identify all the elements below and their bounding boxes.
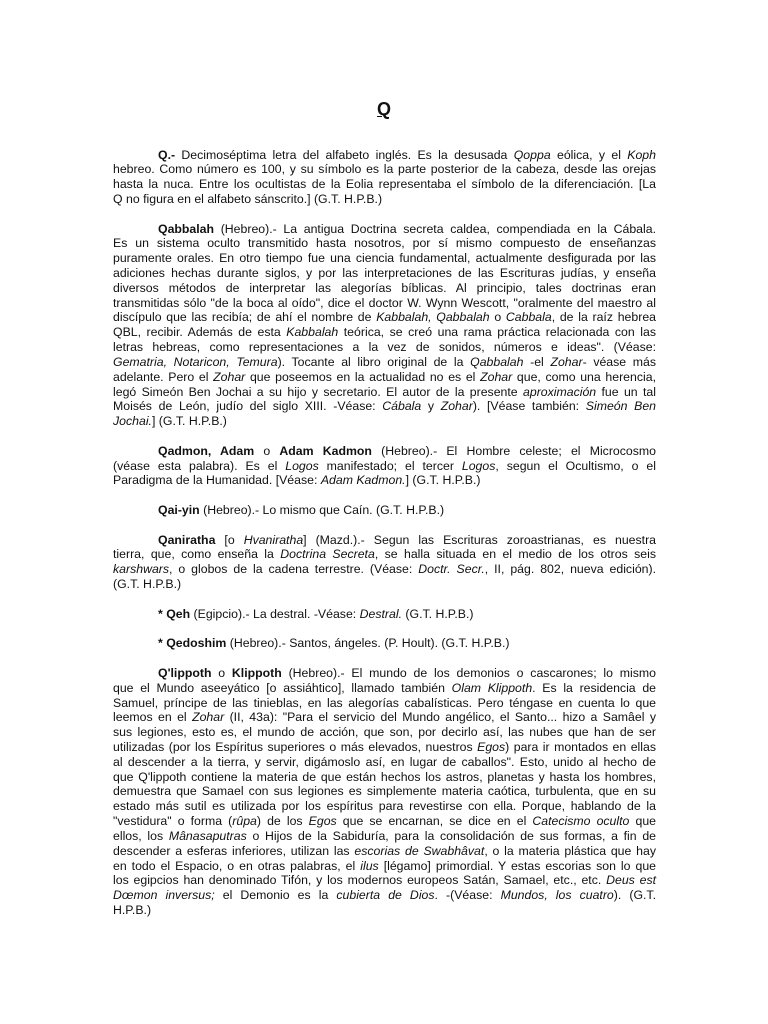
entry-term: * Qedoshim — [158, 636, 227, 651]
dictionary-entry — [113, 222, 656, 429]
text-line — [113, 414, 656, 429]
entry-term: Q'lippoth — [158, 665, 212, 680]
text-run: teórica, se creó una rama práctica relacionada con las — [338, 325, 656, 340]
text-run: demuestra que Samael con sus legiones es simplemente materia caótica, turbulenta, que en su — [113, 784, 656, 799]
text-line — [113, 459, 656, 474]
text-line — [113, 740, 656, 755]
text-run: QBL, recibir. Además de esta — [113, 325, 287, 340]
dictionary-entry — [113, 148, 656, 207]
italic-text: Logos — [461, 458, 496, 473]
text-run: ellos, los — [113, 828, 169, 843]
italic-text: Gematria, Notaricon, Temura — [113, 354, 278, 369]
italic-text: Dœmon inversus; — [113, 888, 215, 903]
text-run: (Hebreo).- Lo mismo que Caín. (G.T. H.P.B.) — [199, 503, 445, 517]
text-line — [113, 755, 656, 770]
text-run: -el — [523, 354, 551, 369]
text-run: Samuel, príncipe de las tinieblas, en las alegorías cabalísticas. Pero téngase en cuenta lo que — [113, 695, 656, 710]
text-run: eólica, y el — [550, 147, 628, 162]
text-run: (II, 43a): "Para el servicio del Mundo angélico, el Santo... hizo a Samâel y — [224, 710, 656, 725]
text-line — [113, 310, 656, 325]
text-run: manifestado; el tercer — [318, 458, 462, 473]
text-run: ). Tocante al libro original de la — [277, 354, 471, 369]
text-run: (G.T. H.P.B.) — [402, 606, 474, 621]
dictionary-entry — [113, 636, 656, 651]
italic-text: cubierta de Dios — [336, 888, 435, 903]
text-run: que Q'lippoth contiene la materia de que están hechos los astros, planetas y hasta los hombres, — [113, 769, 656, 784]
text-run: leemos en el — [113, 710, 193, 725]
text-run: , II, pág. 802, nueva edición). — [484, 562, 657, 577]
text-line — [113, 888, 656, 903]
entry-term: Q.- — [158, 147, 176, 162]
text-run: Moisés de León, judío del siglo XIII. -Véase: — [113, 399, 383, 414]
text-line — [113, 607, 656, 622]
text-line — [113, 859, 656, 874]
text-run: (Hebreo).- Santos, ángeles. (P. Hoult). (G.T. H.P.B.) — [226, 636, 510, 651]
entry-term: Klippoth — [231, 665, 282, 680]
text-run: descender a esferas inferiores, utilizan las — [113, 843, 355, 858]
italic-text: Egos — [308, 814, 337, 829]
text-line — [113, 681, 656, 696]
text-run: el Demonio es la — [214, 888, 337, 903]
italic-text: Hvaniratha — [243, 532, 304, 547]
italic-text: Doctr. Secr. — [418, 562, 485, 577]
text-line — [113, 162, 656, 177]
text-run: "vestidura" o forma ( — [113, 814, 233, 829]
italic-text: Zohar — [213, 369, 246, 384]
text-line — [113, 770, 656, 785]
italic-text: Zohar — [440, 399, 473, 414]
text-line — [113, 562, 656, 577]
text-line — [113, 355, 656, 370]
text-run: hebreo. Como número es 100, y su símbolo es la parte posterior de la cabeza, desde las orejas — [113, 162, 656, 177]
text-run: sus legiones, esto es, el mundo de acción, que son, por decirlo así, las nubes que han de ser — [113, 725, 656, 740]
italic-text: Zohar — [550, 354, 583, 369]
italic-text: Cabbala — [505, 310, 552, 325]
text-line — [113, 192, 656, 207]
italic-text: Adam Kadmon. — [320, 473, 406, 488]
text-run: o — [211, 665, 232, 680]
text-run: transmitidas sólo "de la boca al oído", dice el doctor W. Wynn Wescott, "oralmente del maestro al — [113, 295, 656, 310]
dictionary-entry — [113, 503, 656, 518]
italic-text: Olam Klippoth — [451, 680, 533, 695]
italic-text: ilus — [360, 858, 379, 873]
entry-term: Qaniratha — [158, 532, 216, 547]
text-run: ) de los — [256, 814, 309, 829]
italic-text: Jochai. — [113, 414, 152, 429]
entry-term: Adam Kadmon — [279, 443, 372, 458]
text-line — [113, 370, 656, 385]
text-run: letras hebreas, como representaciones a la vez de sonidos, números e ideas". (Véase: — [113, 340, 656, 355]
dictionary-entry — [113, 666, 656, 918]
italic-text: karshwars — [113, 562, 170, 577]
italic-text: Qabbalah — [470, 354, 524, 369]
text-line — [113, 547, 656, 562]
text-run: ). (G.T. — [613, 888, 657, 903]
text-line — [113, 799, 656, 814]
text-line — [113, 340, 656, 355]
italic-text: Destral. — [359, 606, 402, 621]
italic-text: Mundos, los cuatro — [500, 888, 614, 903]
text-line — [113, 577, 656, 592]
italic-text: aproximación — [523, 384, 597, 399]
text-line — [113, 636, 656, 651]
text-run: ) para ir montados en ellas — [505, 740, 656, 754]
text-line — [113, 666, 656, 681]
italic-text: Doctrina Secreta — [280, 547, 375, 562]
text-run: fue un tal — [596, 384, 656, 399]
text-run: discípulo que las recibía; de ahí el nombre de — [113, 310, 377, 325]
entry-term: Qadmon, Adam — [158, 443, 255, 458]
text-line — [113, 725, 656, 740]
text-line — [113, 385, 656, 400]
text-line — [113, 829, 656, 844]
italic-text: Koph — [627, 147, 656, 162]
text-run: legó Simeón Ben Jochai a su hijo y secretario. El autor de la presente — [113, 384, 524, 399]
text-line — [113, 296, 656, 311]
text-run: que, como una herencia, — [512, 369, 656, 384]
text-line — [113, 222, 656, 237]
entry-term: Qabbalah — [158, 221, 215, 236]
text-run: , se halla situada en el medio de los otros seis — [374, 547, 657, 562]
text-line — [113, 177, 656, 192]
italic-text: Zohar — [192, 710, 225, 725]
text-run: [o — [215, 532, 244, 547]
text-run: utilizadas (por los Espíritus superiores o más elevados, nuestros — [113, 740, 478, 754]
italic-text: Qoppa — [513, 147, 551, 162]
text-run: ] (G.T. H.P.B.) — [405, 473, 481, 488]
italic-text: Cábala — [382, 399, 422, 414]
italic-text: escorias de Swabhâvat — [354, 843, 485, 858]
text-line — [113, 784, 656, 799]
dictionary-entry — [113, 444, 656, 488]
dictionary-entry — [113, 533, 656, 592]
italic-text: Deus est — [606, 873, 657, 888]
text-run: . Es la residencia de — [532, 680, 657, 695]
text-run: estado más sutil es utilizada por los espíritus para revestirse con ella. Porque, hablando de la — [113, 799, 656, 814]
text-run: Q no figura en el alfabeto sánscrito.] (G.T. H.P.B.) — [113, 191, 383, 206]
text-run: (véase esta palabra). Es el — [113, 458, 286, 473]
italic-text: Mânasaputras — [168, 828, 247, 843]
text-line — [113, 266, 656, 281]
text-line — [113, 814, 656, 829]
text-run: ] (G.T. H.P.B.) — [151, 414, 227, 429]
text-run: que se encarnan, se dice en el — [336, 814, 533, 829]
italic-text: Kabbalah — [286, 325, 339, 340]
text-run: hasta la nuca. Entre los ocultistas de la Eolia representaba el símbolo de la diferenciación. [La — [113, 177, 656, 192]
text-run: o — [254, 443, 280, 458]
text-run: , o globos de la cadena terrestre. (Véase: — [169, 562, 419, 577]
text-line — [113, 873, 656, 888]
text-line — [113, 473, 656, 488]
text-run: (G.T. H.P.B.) — [113, 577, 182, 592]
text-run: diversos métodos de interpretar las alegorías bíblicas. Al principio, tales doctrinas eran — [113, 280, 656, 295]
text-line — [113, 903, 656, 918]
text-run: Es un sistema oculto transmitido hasta nosotros, por sí mismo compuesto de enseñanzas — [113, 236, 656, 251]
entry-term: Qai-yin — [158, 503, 200, 517]
text-line — [113, 148, 656, 163]
text-run: los egipcios han denominado Tifón, y los modernos europeos Satán, Samael, etc., etc. — [113, 873, 607, 888]
text-run: ). [Véase también: — [472, 399, 586, 414]
text-line — [113, 503, 656, 518]
text-run: . -(Véase: — [434, 888, 501, 903]
text-run: adelante. Pero el — [113, 369, 214, 384]
text-line — [113, 251, 656, 266]
italic-text: Logos — [285, 458, 319, 473]
text-line — [113, 844, 656, 859]
text-run: (Hebreo).- La antigua Doctrina secreta caldea, compendiada en la Cábala. — [214, 221, 656, 236]
text-run: que poseemos en la actualidad no es el — [245, 369, 481, 384]
text-run: o Hijos de la Sabiduría, para la consolidación de sus formas, a fin de — [246, 828, 656, 843]
text-run: al descender a la tierra, y servir, digámoslo así, en lugar de caballos". Esto, unido al hecho de — [113, 754, 656, 769]
text-run: tierra, que, como enseña la — [113, 547, 281, 562]
text-run: que — [629, 814, 656, 829]
text-line — [113, 236, 656, 251]
text-run: Paradigma de la Humanidad. [Véase: — [113, 473, 321, 488]
text-line — [113, 696, 656, 711]
text-run: Decimoséptima letra del alfabeto inglés. Es la desusada — [175, 147, 514, 162]
text-run: [légamo] primordial. Y estas escorias son lo que — [378, 858, 657, 873]
text-run: que el Mundo aseeyático [o assiáhtico], llamado también — [113, 680, 452, 695]
italic-text: rûpa — [232, 814, 257, 829]
text-line — [113, 533, 656, 548]
text-run: , segun el Ocultismo, o el — [495, 458, 656, 473]
text-run: en todo el Espacio, o en otras palabras, el — [113, 858, 361, 873]
text-line — [113, 399, 656, 414]
text-run: (Hebreo).- El Hombre celeste; el Microcosmo — [371, 443, 656, 458]
text-line — [113, 325, 656, 340]
text-line — [113, 710, 656, 725]
italic-text: Zohar — [480, 369, 513, 384]
text-run: puramente orales. En otro tiempo fue una ciencia fundamental, actualmente desfigurada por las — [113, 251, 656, 266]
italic-text: Catecismo oculto — [532, 814, 630, 829]
text-run: (Hebreo).- El mundo de los demonios o cascarones; lo mismo — [281, 665, 656, 680]
text-run: ] (Mazd.).- Segun las Escrituras zoroastrianas, es nuestra — [303, 532, 656, 547]
entry-term: * Qeh — [158, 606, 191, 621]
text-run: H.P.B.) — [113, 902, 152, 917]
text-run: adiciones hechas durante siglos, y por las interpretaciones de las Escrituras judías, y enseña — [113, 266, 656, 280]
text-line — [113, 281, 656, 296]
page-heading: Q — [376, 99, 391, 119]
text-run: o — [489, 310, 506, 325]
document-body — [113, 148, 656, 933]
text-run: - véase más — [582, 354, 657, 369]
dictionary-entry — [113, 607, 656, 622]
italic-text: Simeón Ben — [585, 399, 656, 414]
italic-text: Kabbalah, Qabbalah — [376, 310, 490, 325]
text-run: , de la raíz hebrea — [551, 310, 656, 325]
text-run: (Egipcio).- La destral. -Véase: — [190, 606, 360, 621]
text-run: , o la materia plástica que hay — [484, 843, 656, 858]
text-line — [113, 444, 656, 459]
text-run: y — [421, 399, 441, 414]
italic-text: Egos — [477, 740, 506, 754]
